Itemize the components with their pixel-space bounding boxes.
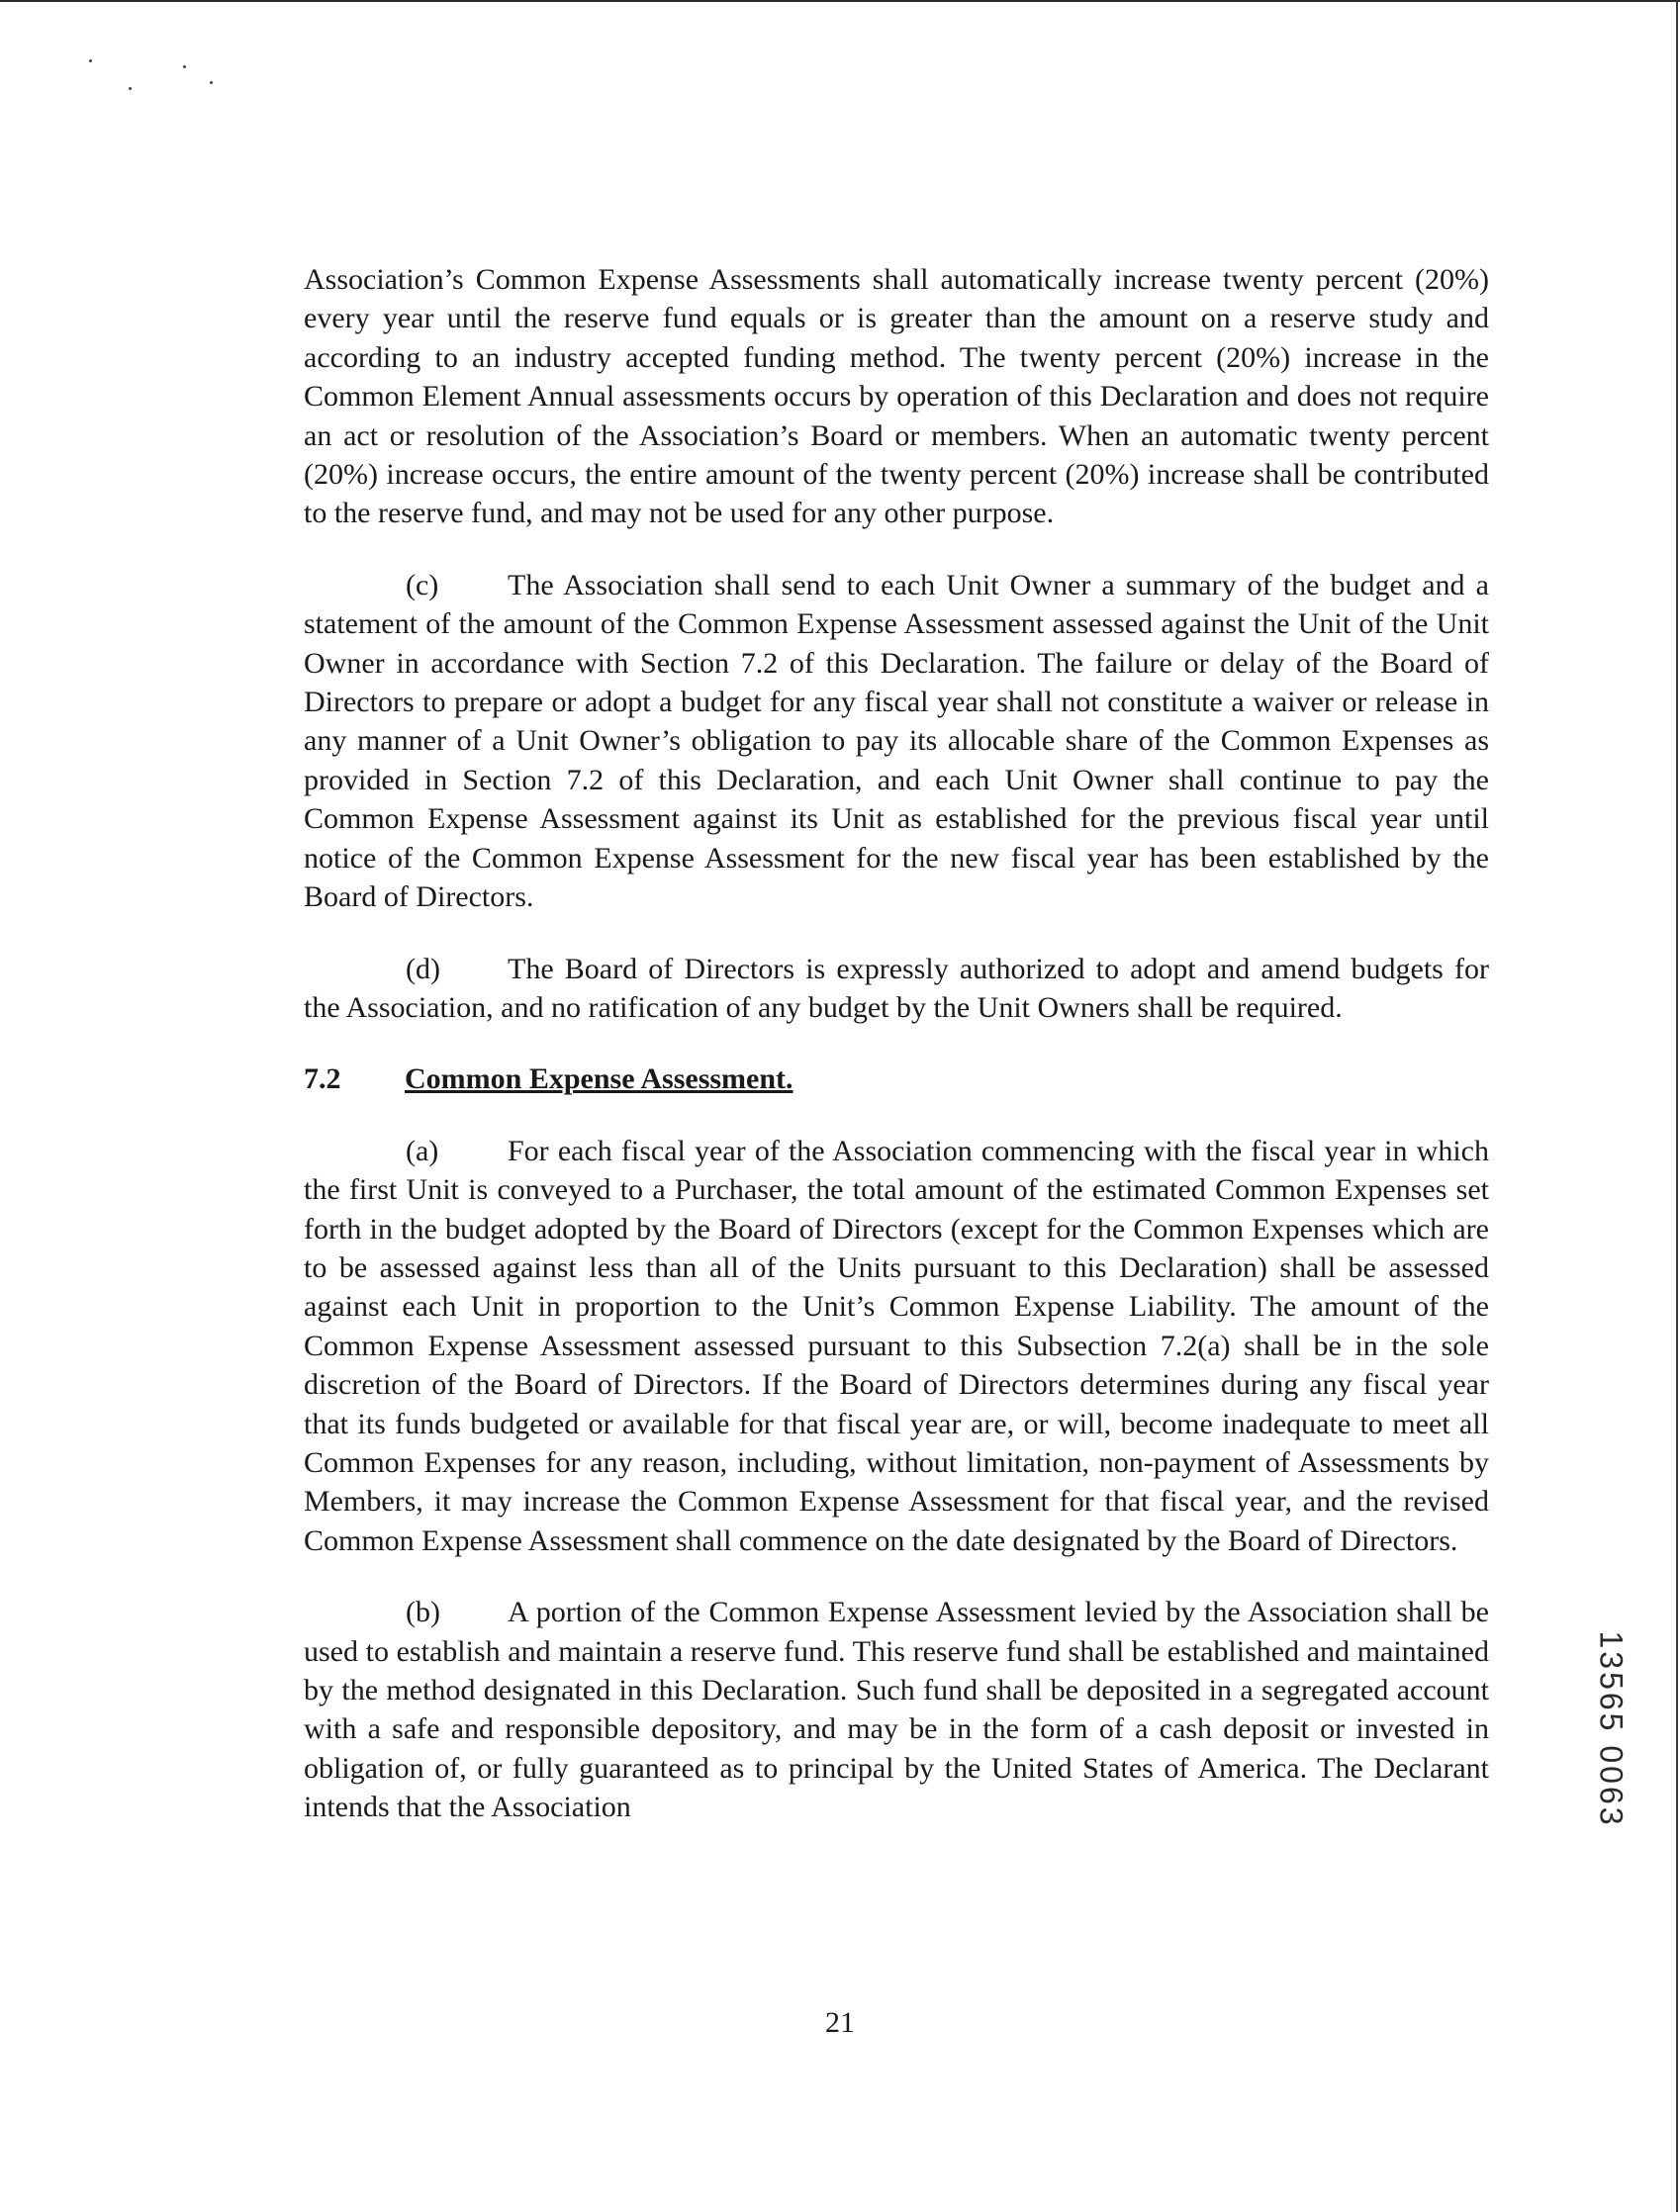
paragraph-text: A portion of the Common Expense Assessment levied by the Association shall be used to establish and maintain a reserve fund. This reserve fund shall be established and maintained by the method designated in this Declaration. Such fund shall be deposited in a segregated account with a safe and responsible depository, and may be in the form of a cash deposit or invested in obligation of, or fully guaranteed as to principal by the United States of America. The Declarant intends that the Association [304,1596,1489,1824]
paragraph-continuation [304,260,1489,533]
document-body [304,260,1489,1860]
paragraph-label: (b) [406,1596,440,1629]
paragraph-label: (a) [406,1134,439,1167]
side-stamp-text: 13565 0063 [1593,1630,1630,1828]
scan-border-right [1676,0,1678,2212]
paragraph-a [304,1132,1489,1560]
scan-speck [183,65,186,68]
side-stamp [1581,1591,1640,1868]
scan-speck [210,81,213,84]
paragraph-c [304,566,1489,917]
scan-border-top [0,0,1680,2]
scan-speck [129,87,132,90]
scan-speck [89,59,92,62]
section-number: 7.2 [304,1062,341,1096]
paragraph-label: (c) [406,568,439,601]
section-title: Common Expense Assessment. [405,1062,793,1096]
paragraph-text: For each fiscal year of the Association commencing with the fiscal year in which the first Unit is conveyed to a Purchaser, the total amount of the estimated Common Expenses set forth in the budget adopted by the Board of Directors (except for the Common Expenses which are to be assessed against less than all of the Units pursuant to this Declaration) shall be assessed against each Unit in proportion to the Unit’s Common Expense Liability. The amount of the Common Expense Assessment assessed pursuant to this Subsection 7.2(a) shall be in the sole discretion of the Board of Directors. If the Board of Directors determines during any fiscal year that its funds budgeted or available for that fiscal year are, or will, become inadequate to meet all Common Expenses for any reason, including, without limitation, non-payment of Assessments by Members, it may increase the Common Expense Assessment for that fiscal year, and the revised Common Expense Assessment shall commence on the date designated by the Board of Directors. [304,1134,1489,1557]
paragraph-text: Association’s Common Expense Assessments shall automatically increase twenty percent (20%) every year until the reserve fund equals or is greater than the amount on a reserve study and according to an industry accepted funding method. The twenty percent (20%) increase in the Common Element Annual assessments occurs by operation of this Declaration and does not require an act or resolution of the Association’s Board or members. When an automatic twenty percent (20%) increase occurs, the entire amount of the twenty percent (20%) increase shall be contributed to the reserve fund, and may not be used for any other purpose. [304,263,1489,530]
paragraph-label: (d) [406,952,440,985]
page-number: 21 [825,2006,855,2039]
paragraph-d [304,950,1489,1028]
section-heading [304,1060,1489,1098]
paragraph-text: The Board of Directors is expressly authorized to adopt and amend budgets for the Association, and no ratification of any budget by the Unit Owners shall be required. [304,952,1489,1024]
paragraph-b [304,1593,1489,1826]
paragraph-text: The Association shall send to each Unit Owner a summary of the budget and a statement of the amount of the Common Expense Assessment assessed against the Unit of the Unit Owner in accordance with Section 7.2 of this Declaration. The failure or delay of the Board of Directors to prepare or adopt a budget for any fiscal year shall not constitute a waiver or release in any manner of a Unit Owner’s obligation to pay its allocable share of the Common Expenses as provided in Section 7.2 of this Declaration, and each Unit Owner shall continue to pay the Common Expense Assessment against its Unit as established for the previous fiscal year until notice of the Common Expense Assessment for the new fiscal year has been established by the Board of Directors. [304,568,1489,914]
